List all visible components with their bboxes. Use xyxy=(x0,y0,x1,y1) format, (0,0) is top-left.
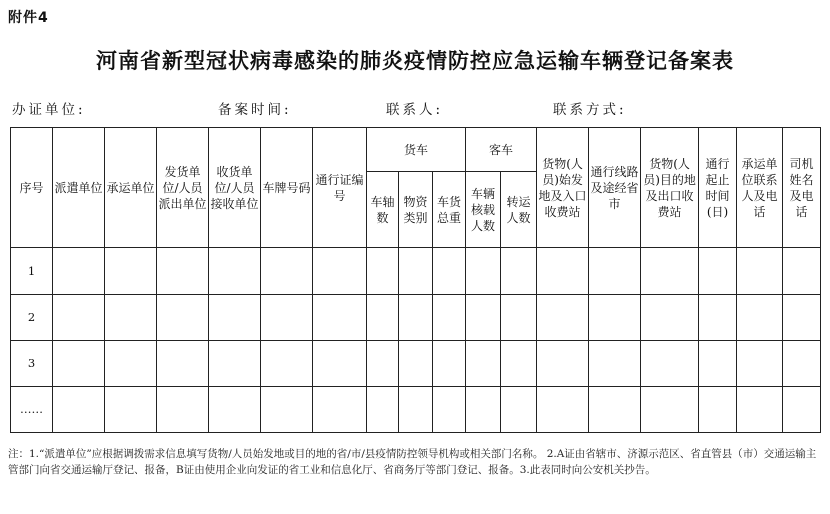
header-axles: 车轴数 xyxy=(367,172,399,248)
header-bus-capacity: 车辆核载人数 xyxy=(466,172,501,248)
table-row xyxy=(11,340,821,386)
header-receiver: 收货单位/人员接收单位 xyxy=(209,128,261,248)
table-row xyxy=(11,386,821,432)
table-row xyxy=(11,248,821,294)
row-number: …… xyxy=(11,386,53,432)
contact-person-label: 联系人: xyxy=(386,102,444,118)
header-driver: 司机姓名及电话 xyxy=(783,128,821,248)
attachment-label: 附件4 xyxy=(8,10,49,26)
header-route: 通行线路及途经省市 xyxy=(589,128,641,248)
header-passengers: 转运人数 xyxy=(501,172,537,248)
table-row xyxy=(11,294,821,340)
footnote: 注：1.“派遣单位”应根据调拨需求信息填写货物/人员始发地或目的地的省/市/县疫情防控领导机构或相关部门名称。 2.A证由省辖市、济源示范区、省直管县（市）交通运输主管部门向省交通运输厅登记、报备，B证由使用企业向发证的省工业和信息化厅、省商务厅等部门登记、报备。3.此表同时向公安机关抄告。 xyxy=(8,448,817,476)
row-number: 3 xyxy=(11,340,53,386)
header-period: 通行起止时间(日) xyxy=(699,128,737,248)
header-destination-exit: 货物(人员)目的地及出口收费站 xyxy=(641,128,699,248)
header-seq: 序号 xyxy=(11,128,53,248)
row-number: 1 xyxy=(11,248,53,294)
header-permit-no: 通行证编号 xyxy=(313,128,367,248)
row-number: 2 xyxy=(11,294,53,340)
header-dispatch-unit: 派遣单位 xyxy=(53,128,105,248)
header-carrier-contact: 承运单位联系人及电话 xyxy=(737,128,783,248)
header-carrier-unit: 承运单位 xyxy=(105,128,157,248)
header-plate: 车牌号码 xyxy=(261,128,313,248)
header-cargo-type: 物资类别 xyxy=(399,172,433,248)
header-origin-entry: 货物(人员)始发地及入口收费站 xyxy=(537,128,589,248)
header-total-weight: 车货总重 xyxy=(433,172,466,248)
header-truck-group: 货车 xyxy=(367,128,466,172)
header-bus-group: 客车 xyxy=(466,128,537,172)
filing-time-label: 备案时间: xyxy=(218,102,292,118)
contact-method-label: 联系方式: xyxy=(553,102,627,118)
header-row-1 xyxy=(11,128,821,172)
issuing-unit-label: 办证单位: xyxy=(12,102,86,118)
header-shipper: 发货单位/人员派出单位 xyxy=(157,128,209,248)
registration-table xyxy=(10,127,821,433)
form-title: 河南省新型冠状病毒感染的肺炎疫情防控应急运输车辆登记备案表 xyxy=(96,48,734,73)
